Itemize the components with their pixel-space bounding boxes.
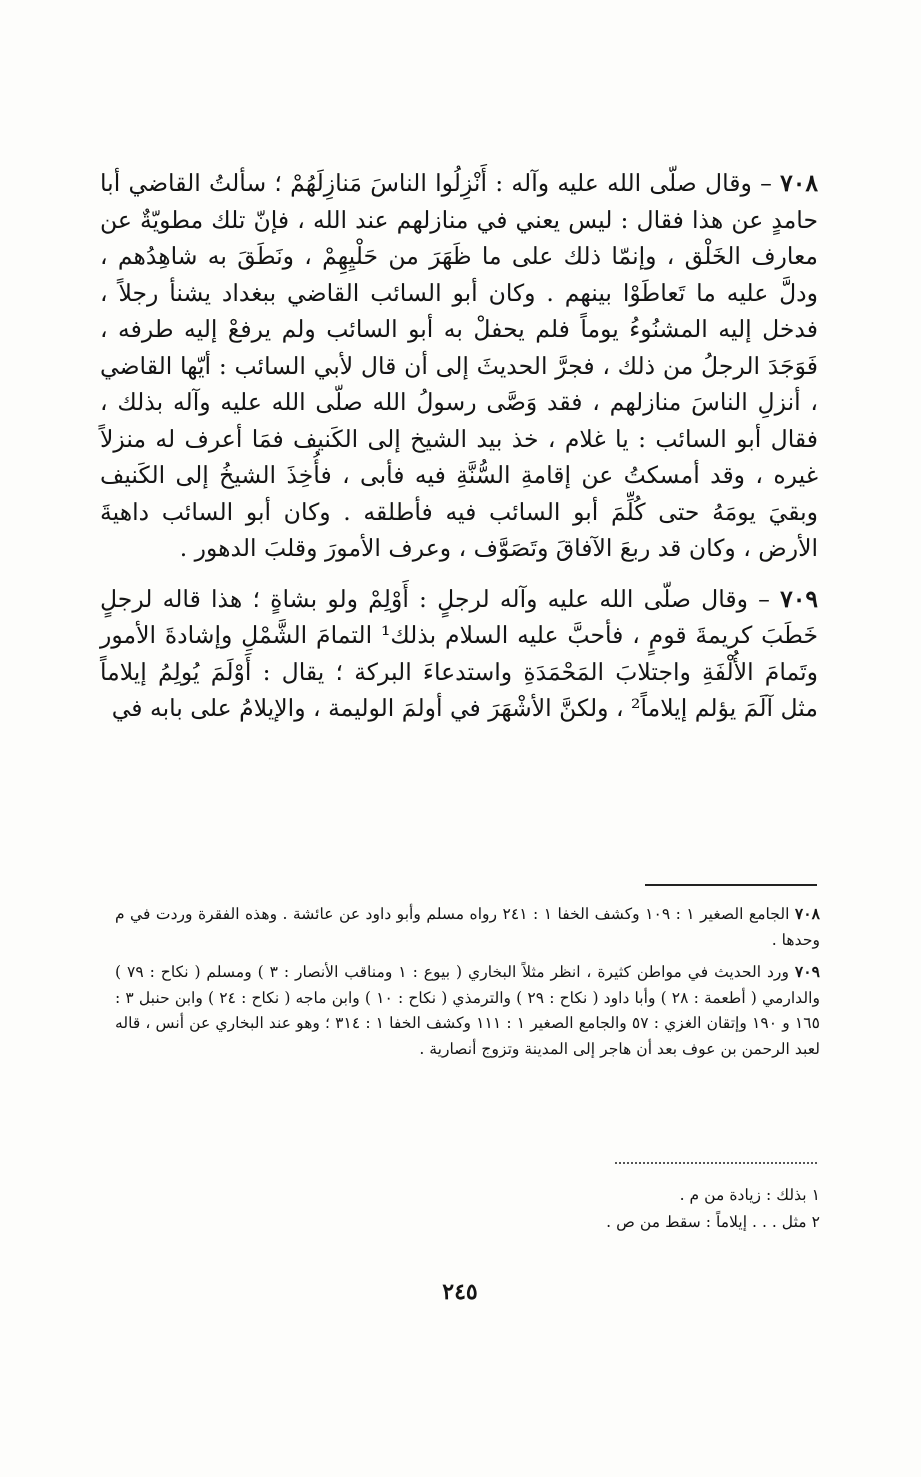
entry-text: – وقال صلّى الله عليه وآله لرجلٍ : أَوْلِمْ ولو بشاةٍ ؛ هذا قاله لرجلٍ خَطَبَ كريمةَ قومٍ ، فأحبَّ عليه السلام بذلك¹ التمامَ الشَّمْلِ وإشادةَ الأمور وتَمامَ الأُلْفَةِ واجتلابَ المَحْمَدَةِ واستدعاءَ البركة ؛ يقال : أَوْلَمَ يُولِمُ إيلاماً مثل آلَمَ يؤلم إيلاماً² ، ولكنَّ الأشْهَرَ في أولمَ الوليمة ، والإيلامُ على بابه في (100, 584, 818, 722)
entry-number: ٧٠٨ (780, 169, 818, 197)
footnote-number: ٧٠٨ (794, 904, 820, 923)
source-footnotes (115, 901, 820, 1068)
textual-notes (300, 1182, 820, 1236)
entry-708 (100, 165, 818, 567)
footnote-709 (115, 959, 820, 1062)
textual-note-1: ١ بذلك : زيادة من م . (679, 1186, 820, 1204)
footnote-text: الجامع الصغير ١ : ١٠٩ وكشف الخفا ١ : ٢٤١ رواه مسلم وأبو داود عن عائشة . وهذه الفقرة وردت في م وحدها . (115, 905, 820, 949)
textual-note-2: ٢ مثل . . . إيلاماً : سقط من ص . (606, 1213, 820, 1231)
footnote-708 (115, 901, 820, 953)
footnote-text: ورد الحديث في مواطن كثيرة ، انظر مثلاً البخاري ( بيوع : ١ ومناقب الأنصار : ٣ ) ومسلم ( نكاح : ٧٩ ) والدارمي ( أطعمة : ٢٨ ) وأبا داود ( نكاح : ٢٩ ) والترمذي ( نكاح : ١٠ ) وابن ماجه ( نكاح : ٢٤ ) وابن حنبل ٣ : ١٦٥ و ١٩٠ وإتقان الغزي : ٥٧ والجامع الصغير ١ : ١١١ وكشف الخفا ١ : ٣١٤ ؛ وهو عند البخاري عن أنس ، قاله لعبد الرحمن بن عوف بعد أن هاجر إلى المدينة وتزوج أنصارية . (115, 963, 820, 1058)
entry-number: ٧٠٩ (780, 584, 818, 613)
main-text (100, 165, 818, 741)
footnote-number: ٧٠٩ (794, 962, 821, 981)
entry-text: – وقال صلّى الله عليه وآله : أَنْزِلُوا الناسَ مَنازِلَهُمْ ؛ سألتُ القاضي أبا حامدٍ عن هذا فقال : ليس يعني في منازلهم عند الله ، فإنّ تلك مطويّةٌ عن معارف الخَلْق ، وإنمّا ذلك على ما ظَهَرَ من حَلْيِهِمْ ، ونَطَقَ به شاهِدُهم ، ودلَّ عليه ما تَعاطَوْا بينهم . وكان أبو السائب القاضي ببغداد يشنأ رجلاً ، فدخل إليه المشنُوءُ يوماً فلم يحفلْ به أبو السائب ولم يرفعْ إليه طرفه ، فَوَجَدَ الرجلُ من ذلك ، فجرَّ الحديثَ إلى أن قال لأبي السائب : أيّها القاضي ، أنزلِ الناسَ منازلهم ، فقد وَصَّى رسولُ الله صلّى الله عليه وآله بذلك ، فقال أبو السائب : يا غلام ، خذ بيد الشيخ إلى الكَنيف فمَا أعرف له منزلاً غيره ، وقد أمسكتُ عن إقامةِ السُّنَّةِ فيه فأبى ، فأُخِذَ الشيخُ إلى الكَنيف وبقيَ يومَهُ حتى كُلِّمَ أبو السائب فيه فأطلقه . وكان أبو السائب داهيةَ الأرض ، وكان قد ربعَ الآفاقَ وتَصَوَّف ، وعرف الأمورَ وقلبَ الدهور . (100, 169, 818, 562)
page-number: ٢٤٥ (442, 1279, 478, 1305)
entry-709 (100, 581, 818, 727)
footnote-divider (645, 884, 817, 886)
textual-notes-divider (615, 1162, 817, 1164)
